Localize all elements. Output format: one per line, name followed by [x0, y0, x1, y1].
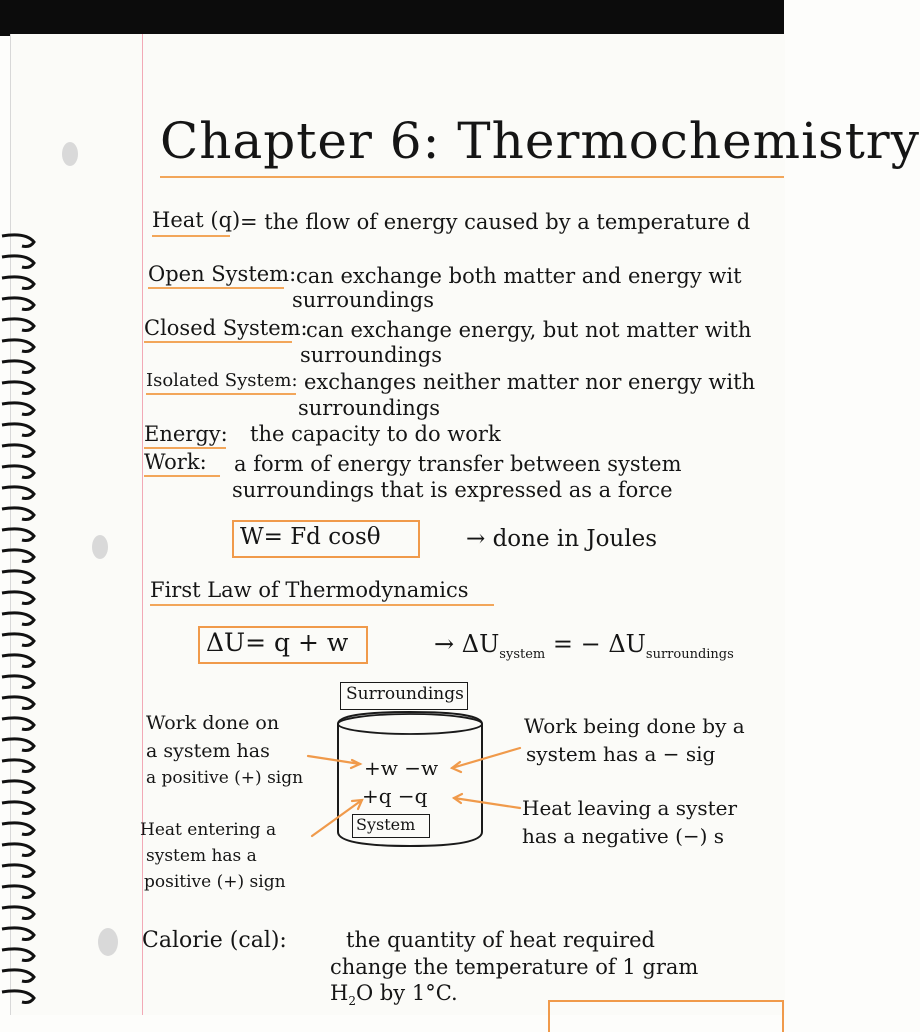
spiral-coil [2, 445, 34, 457]
work-formula-note: → done in Joules [466, 526, 658, 552]
spiral-coil [2, 487, 34, 499]
term-underline [144, 447, 226, 449]
spiral-coil [2, 802, 34, 814]
spiral-binding [0, 230, 40, 1015]
heading-underline [150, 604, 494, 606]
closed-system-def-line2: surroundings [300, 343, 442, 367]
spiral-coil [2, 844, 34, 856]
spiral-coil [2, 424, 34, 436]
result-subscript: system [499, 646, 546, 662]
calorie-def-line1: the quantity of heat required [346, 928, 655, 952]
spiral-coil [2, 676, 34, 688]
right-bottom-line2: has a negative (−) s [522, 824, 725, 848]
spiral-coil [2, 991, 34, 1003]
punch-hole [62, 142, 78, 166]
right-top-line2: system has a − sig [526, 742, 716, 766]
margin-line [142, 34, 143, 1015]
term-underline [144, 475, 220, 477]
term-underline [148, 287, 284, 289]
closed-system-term: Closed System: [144, 316, 308, 340]
result-text: → ΔU [434, 630, 500, 658]
page-title: Chapter 6: Thermochemistry [160, 112, 920, 170]
left-top-line2: a system has [146, 740, 270, 762]
term-underline [144, 341, 292, 343]
calorie-formula-box [548, 1000, 784, 1032]
punch-hole [92, 535, 108, 559]
diagram-heat-signs: +q −q [362, 784, 428, 808]
water-rest: O by 1°C. [355, 981, 458, 1005]
spiral-coil [2, 550, 34, 562]
term-underline [146, 393, 296, 395]
spiral-coil [2, 403, 34, 415]
spiral-coil [2, 697, 34, 709]
heat-definition: = the flow of energy caused by a temperature d [240, 210, 751, 234]
left-top-line1: Work done on [146, 712, 280, 734]
calorie-term: Calorie (cal): [142, 928, 287, 953]
heat-term: Heat (q) [152, 208, 241, 232]
spiral-coil [2, 865, 34, 877]
isolated-system-def-line2: surroundings [298, 396, 440, 420]
spiral-coil [2, 823, 34, 835]
spiral-coil [2, 760, 34, 772]
spiral-coil [2, 508, 34, 520]
spiral-coil [2, 655, 34, 667]
spiral-coil [2, 970, 34, 982]
spiral-coil [2, 235, 34, 247]
result-mid: = − ΔU [545, 630, 646, 658]
left-bottom-line3: positive (+) sign [144, 872, 286, 892]
spiral-coil [2, 361, 34, 373]
spiral-coil [2, 949, 34, 961]
water-h: H [330, 981, 349, 1005]
spiral-coil [2, 592, 34, 604]
energy-definition: the capacity to do work [250, 422, 501, 446]
diagram-work-signs: +w −w [364, 756, 439, 780]
right-top-line1: Work being done by a [524, 714, 745, 738]
isolated-system-term: Isolated System: [146, 370, 298, 391]
spiral-coil [2, 718, 34, 730]
right-bottom-line1: Heat leaving a syster [522, 796, 738, 820]
water-subscript: 2 [348, 994, 356, 1009]
open-system-def-line2: surroundings [292, 288, 434, 312]
spiral-coil [2, 634, 34, 646]
punch-hole [98, 928, 118, 956]
spiral-coil [2, 298, 34, 310]
work-def-line1: a form of energy transfer between system [234, 452, 682, 476]
spiral-coil [2, 382, 34, 394]
spiral-coil [2, 466, 34, 478]
spiral-coil [2, 886, 34, 898]
open-system-term: Open System: [148, 262, 297, 286]
surroundings-label: Surroundings [346, 684, 464, 704]
scan-top-edge [0, 0, 784, 36]
spiral-coil [2, 571, 34, 583]
term-underline [152, 235, 230, 237]
spiral-coil [2, 928, 34, 940]
calorie-def-line2: change the temperature of 1 gram [330, 955, 699, 979]
first-law-formula: ΔU= q + w [206, 628, 349, 657]
work-term: Work: [144, 450, 207, 474]
left-top-line3: a positive (+) sign [146, 768, 304, 788]
spiral-coil [2, 529, 34, 541]
first-law-heading: First Law of Thermodynamics [150, 578, 469, 602]
spiral-coil [2, 277, 34, 289]
open-system-def-line1: can exchange both matter and energy wit [296, 264, 742, 288]
spiral-coil [2, 340, 34, 352]
work-formula: W= Fd cosθ [240, 524, 381, 550]
isolated-system-def-line1: exchanges neither matter nor energy with [304, 370, 756, 394]
work-def-line2: surroundings that is expressed as a force [232, 478, 673, 502]
spiral-coil [2, 907, 34, 919]
system-label: System [356, 815, 416, 834]
spiral-coil [2, 613, 34, 625]
spiral-coil [2, 319, 34, 331]
result-subscript-2: surroundings [645, 646, 734, 662]
title-underline [160, 176, 784, 178]
closed-system-def-line1: can exchange energy, but not matter with [306, 318, 752, 342]
calorie-def-line3 [330, 981, 458, 1008]
energy-term: Energy: [144, 422, 228, 446]
left-bottom-line2: system has a [146, 846, 257, 866]
spiral-coil [2, 256, 34, 268]
spiral-coil [2, 781, 34, 793]
left-bottom-line1: Heat entering a [140, 820, 277, 840]
first-law-result [434, 630, 734, 662]
spiral-coil [2, 739, 34, 751]
